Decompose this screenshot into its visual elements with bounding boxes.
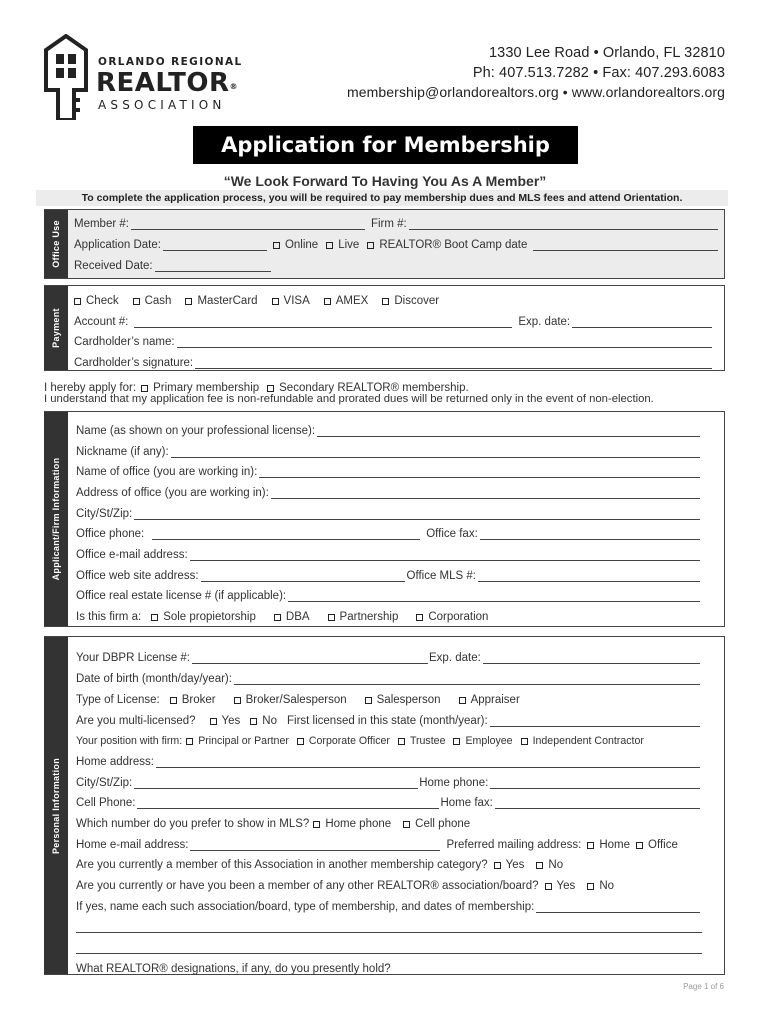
office-email-field[interactable] [190,549,700,561]
account-number-field[interactable] [134,316,512,328]
amex-checkbox[interactable]: AMEX [324,295,369,307]
cardholder-name-field[interactable] [177,336,712,348]
personal-sidebar: Personal Information [44,637,68,974]
application-date-row: Application Date: Online Live REALTOR® Boot Camp date [74,235,720,251]
license-name-field[interactable] [317,425,700,437]
mailing-home-checkbox[interactable]: Home [587,839,630,851]
member-firm-row: Member #: Firm #: [74,214,720,230]
other-category-yes-checkbox[interactable]: Yes [494,859,525,871]
if-yes-field[interactable] [536,901,700,913]
mailing-office-checkbox[interactable]: Office [636,839,678,851]
dba-checkbox[interactable]: DBA [274,611,310,623]
office-web-field[interactable] [201,570,405,582]
instructions-note: To complete the application process, you will be required to pay membership dues and MLS fees and attend Orientation. [36,190,728,206]
dbpr-row: Your DBPR License #: Exp. date: [76,648,702,664]
applicant-section [44,411,725,627]
check-checkbox[interactable]: Check [74,295,119,307]
appraiser-checkbox[interactable]: Appraiser [459,694,520,706]
office-name-row: Name of office (you are working in): [76,462,702,478]
multi-no-checkbox[interactable]: No [250,715,277,727]
designations-field[interactable] [393,963,700,975]
office-license-field[interactable] [288,590,700,602]
trustee-checkbox[interactable]: Trustee [398,735,446,747]
contact-address: 1330 Lee Road • Orlando, FL 32810 [489,45,725,61]
office-phone-field[interactable] [152,528,420,540]
dbpr-exp-field[interactable] [483,652,700,664]
multi-yes-checkbox[interactable]: Yes [210,715,241,727]
home-city-field[interactable] [134,777,418,789]
visa-checkbox[interactable]: VISA [272,295,310,307]
member-number-field[interactable] [131,218,365,230]
home-address-row: Home address: [76,752,702,768]
member-other-board-row: Are you currently or have you been a member of any other REALTOR® association/board? Yes No [76,880,615,892]
office-city-field[interactable] [134,508,700,520]
mastercard-checkbox[interactable]: MasterCard [185,295,257,307]
if-yes-row: If yes, name each such association/board, type of membership, and dates of membership: [76,897,702,913]
firm-number-field[interactable] [409,218,718,230]
license-name-row: Name (as shown on your professional license): [76,421,702,437]
cardholder-signature-row: Cardholder’s signature: [74,353,714,369]
card-exp-date-field[interactable] [572,316,712,328]
home-fax-field[interactable] [495,797,700,809]
discover-checkbox[interactable]: Discover [382,295,439,307]
office-phone-row: Office phone: Office fax: [76,524,702,540]
designations-row: What REALTOR® designations, if any, do you presently hold? [76,959,702,975]
cardholder-signature-field[interactable] [195,357,712,369]
logo-line2: REALTOR® [96,68,239,98]
home-city-row: City/St/Zip: Home phone: [76,773,702,789]
application-date-field[interactable] [163,239,267,251]
other-board-yes-checkbox[interactable]: Yes [545,880,576,892]
contact-phone: Ph: 407.513.7282 • Fax: 407.293.6083 [472,65,725,81]
cash-checkbox[interactable]: Cash [133,295,172,307]
apply-row: I hereby apply for: Primary membership Secondary REALTOR® membership. [44,382,469,394]
nickname-field[interactable] [171,446,700,458]
payment-section [44,285,725,371]
refund-statement: I understand that my application fee is non-refundable and prorated dues will be returned only in the event of non-election. [44,393,654,405]
secondary-membership-checkbox[interactable]: Secondary REALTOR® membership. [267,382,469,394]
bootcamp-date-field[interactable] [533,239,718,251]
mls-home-phone-checkbox[interactable]: Home phone [313,818,391,830]
live-checkbox[interactable]: Live [326,239,359,251]
partnership-checkbox[interactable]: Partnership [328,611,399,623]
home-email-field[interactable] [190,839,440,851]
received-date-row: Received Date: [74,256,720,272]
nickname-row: Nickname (if any): [76,442,702,458]
personal-section [44,636,725,975]
office-web-row: Office web site address: Office MLS #: [76,566,702,582]
license-type-row: Type of License: Broker Broker/Salesperson Salesperson Appraiser [76,694,520,706]
payment-sidebar: Payment [44,286,68,370]
broker-salesperson-checkbox[interactable]: Broker/Salesperson [234,694,347,706]
principal-checkbox[interactable]: Principal or Partner [186,735,289,747]
other-board-no-checkbox[interactable]: No [587,880,614,892]
dob-row: Date of birth (month/day/year): [76,669,702,685]
position-row: Your position with firm: Principal or Partner Corporate Officer Trustee Employee Independent Contractor [76,735,644,747]
payment-methods-row [74,291,720,307]
broker-checkbox[interactable]: Broker [170,694,216,706]
corporate-officer-checkbox[interactable]: Corporate Officer [297,735,390,747]
home-phone-field[interactable] [490,777,700,789]
sole-proprietorship-checkbox[interactable]: Sole propietorship [151,611,256,623]
office-email-row: Office e-mail address: [76,545,702,561]
bootcamp-checkbox[interactable]: REALTOR® Boot Camp date [367,239,527,251]
account-row: Account #: Exp. date: [74,312,714,328]
mls-number-row: Which number do you prefer to show in MLS? Home phone Cell phone [76,818,471,830]
primary-membership-checkbox[interactable]: Primary membership [141,382,259,394]
dob-field[interactable] [234,673,700,685]
employee-checkbox[interactable]: Employee [453,735,512,747]
office-mls-field[interactable] [478,570,700,582]
office-license-row: Office real estate license # (if applicable): [76,586,702,602]
realtor-key-icon [44,34,88,120]
logo-line1: ORLANDO REGIONAL [98,56,243,68]
first-licensed-field[interactable] [490,715,700,727]
office-use-sidebar: Office Use [44,210,68,278]
page-number: Page 1 of 6 [683,982,724,991]
salesperson-checkbox[interactable]: Salesperson [365,694,441,706]
office-fax-field[interactable] [480,528,700,540]
member-other-category-row: Are you currently a member of this Association in another membership category? Yes No [76,859,564,871]
cardholder-name-row: Cardholder’s name: [74,332,714,348]
multi-license-row: Are you multi-licensed? Yes No First licensed in this state (month/year): [76,711,702,727]
office-name-field[interactable] [259,466,700,478]
page-title: Application for Membership [193,126,578,164]
if-yes-field-2[interactable] [76,921,702,933]
if-yes-field-3[interactable] [76,942,702,954]
cell-row: Cell Phone: Home fax: [76,793,702,809]
received-date-field[interactable] [155,260,271,272]
office-address-field[interactable] [271,487,700,499]
if-yes-line-2 [76,917,702,933]
home-address-field[interactable] [156,756,700,768]
online-checkbox[interactable]: Online [273,239,318,251]
logo-line3: ASSOCIATION [98,98,226,112]
other-category-no-checkbox[interactable]: No [536,859,563,871]
independent-contractor-checkbox[interactable]: Independent Contractor [521,735,644,747]
office-address-row: Address of office (you are working in): [76,483,702,499]
tagline: “We Look Forward To Having You As A Member” [223,173,547,189]
cell-phone-field[interactable] [137,797,439,809]
firm-type-row: Is this firm a: Sole propietorship DBA Partnership Corporation [76,611,489,623]
corporation-checkbox[interactable]: Corporation [416,611,488,623]
applicant-sidebar: Applicant/Firm Information [44,412,68,626]
dbpr-license-field[interactable] [192,652,428,664]
association-logo [44,34,254,118]
mls-cell-phone-checkbox[interactable]: Cell phone [403,818,470,830]
office-use-section [44,209,725,279]
home-email-row: Home e-mail address: Preferred mailing address: Home Office [76,839,678,851]
office-city-row: City/St/Zip: [76,504,702,520]
if-yes-line-3 [76,938,702,954]
contact-web: membership@orlandorealtors.org • www.orlandorealtors.org [347,84,725,100]
